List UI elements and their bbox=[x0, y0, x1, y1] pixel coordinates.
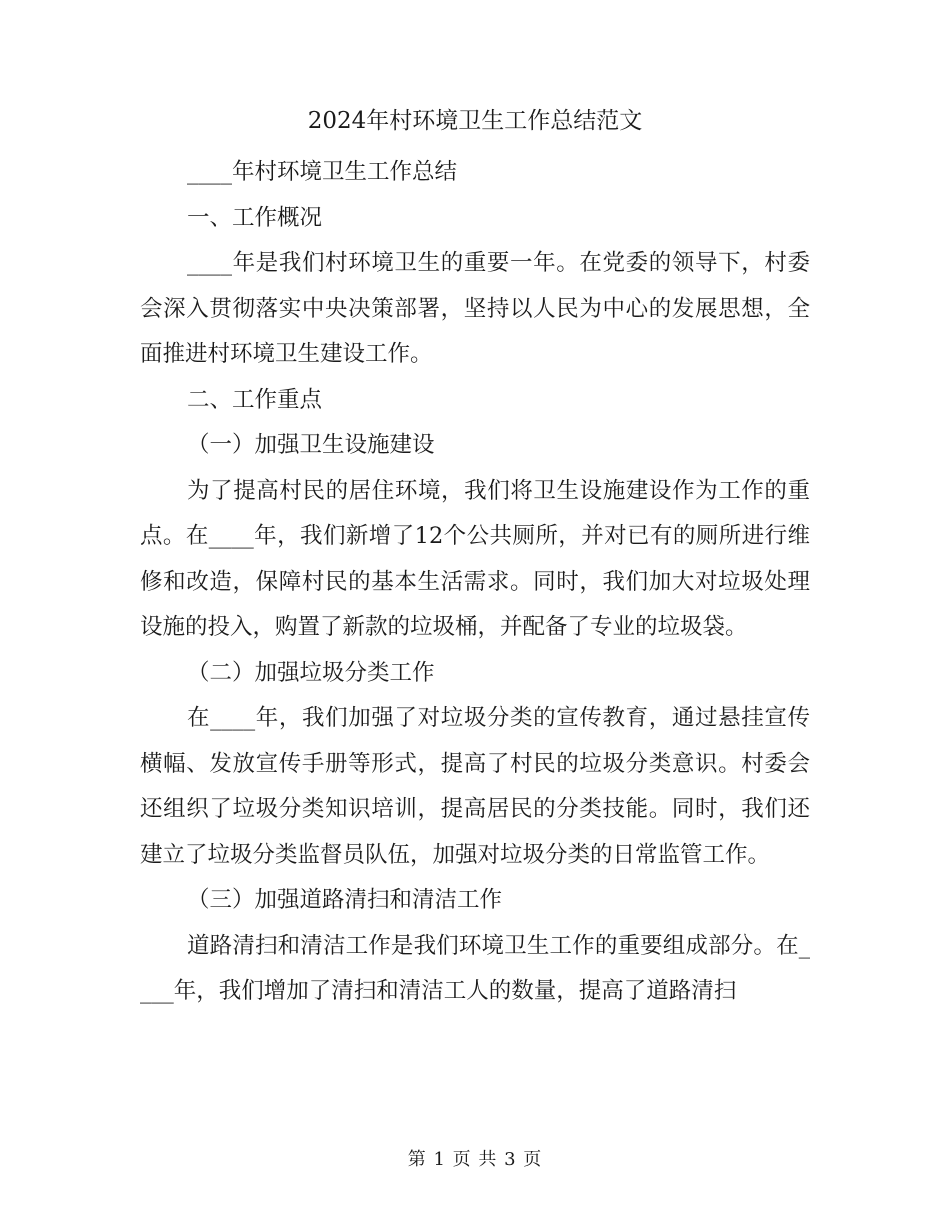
section-heading-overview: 一、工作概况 bbox=[187, 204, 323, 231]
subsection-heading-cleaning: （三）加强道路清扫和清洁工作 bbox=[187, 887, 503, 913]
facilities-paragraph: 为了提高村民的居住环境，我们将卫生设施建设作为工作的重点。在____年，我们新增了12个公共厕所，并对已有的厕所进行维修和改造，保障村民的基本生活需求。同时，我们加大对垃圾处理设施的投入，购置了新款的垃圾桶，并配备了专业的垃圾袋。 bbox=[140, 477, 810, 640]
subtitle-paragraph: ____年村环境卫生工作总结 bbox=[187, 159, 458, 185]
page-footer: 第 1 页 共 3 页 bbox=[407, 1149, 543, 1170]
cleaning-paragraph: 道路清扫和清洁工作是我们环境卫生工作的重要组成部分。在____年，我们增加了清扫和清洁工人的数量，提高了道路清扫 bbox=[140, 932, 810, 1004]
sorting-paragraph: 在____年，我们加强了对垃圾分类的宣传教育，通过悬挂宣传横幅、发放宣传手册等形式，提高了村民的垃圾分类意识。村委会还组织了垃圾分类知识培训，提高居民的分类技能。同时，我们还建立了垃圾分类监督员队伍，加强对垃圾分类的日常监管工作。 bbox=[140, 705, 810, 868]
subsection-heading-sorting: （二）加强垃圾分类工作 bbox=[187, 659, 435, 686]
overview-paragraph: ____年是我们村环境卫生的重要一年。在党委的领导下，村委会深入贯彻落实中央决策部署，坚持以人民为中心的发展思想，全面推进村环境卫生建设工作。 bbox=[140, 250, 810, 367]
document-body bbox=[140, 150, 810, 1015]
subsection-heading-facilities: （一）加强卫生设施建设 bbox=[187, 432, 435, 458]
section-heading-key-work: 二、工作重点 bbox=[187, 386, 323, 413]
document-title: 2024年村环境卫生工作总结范文 bbox=[307, 108, 643, 134]
